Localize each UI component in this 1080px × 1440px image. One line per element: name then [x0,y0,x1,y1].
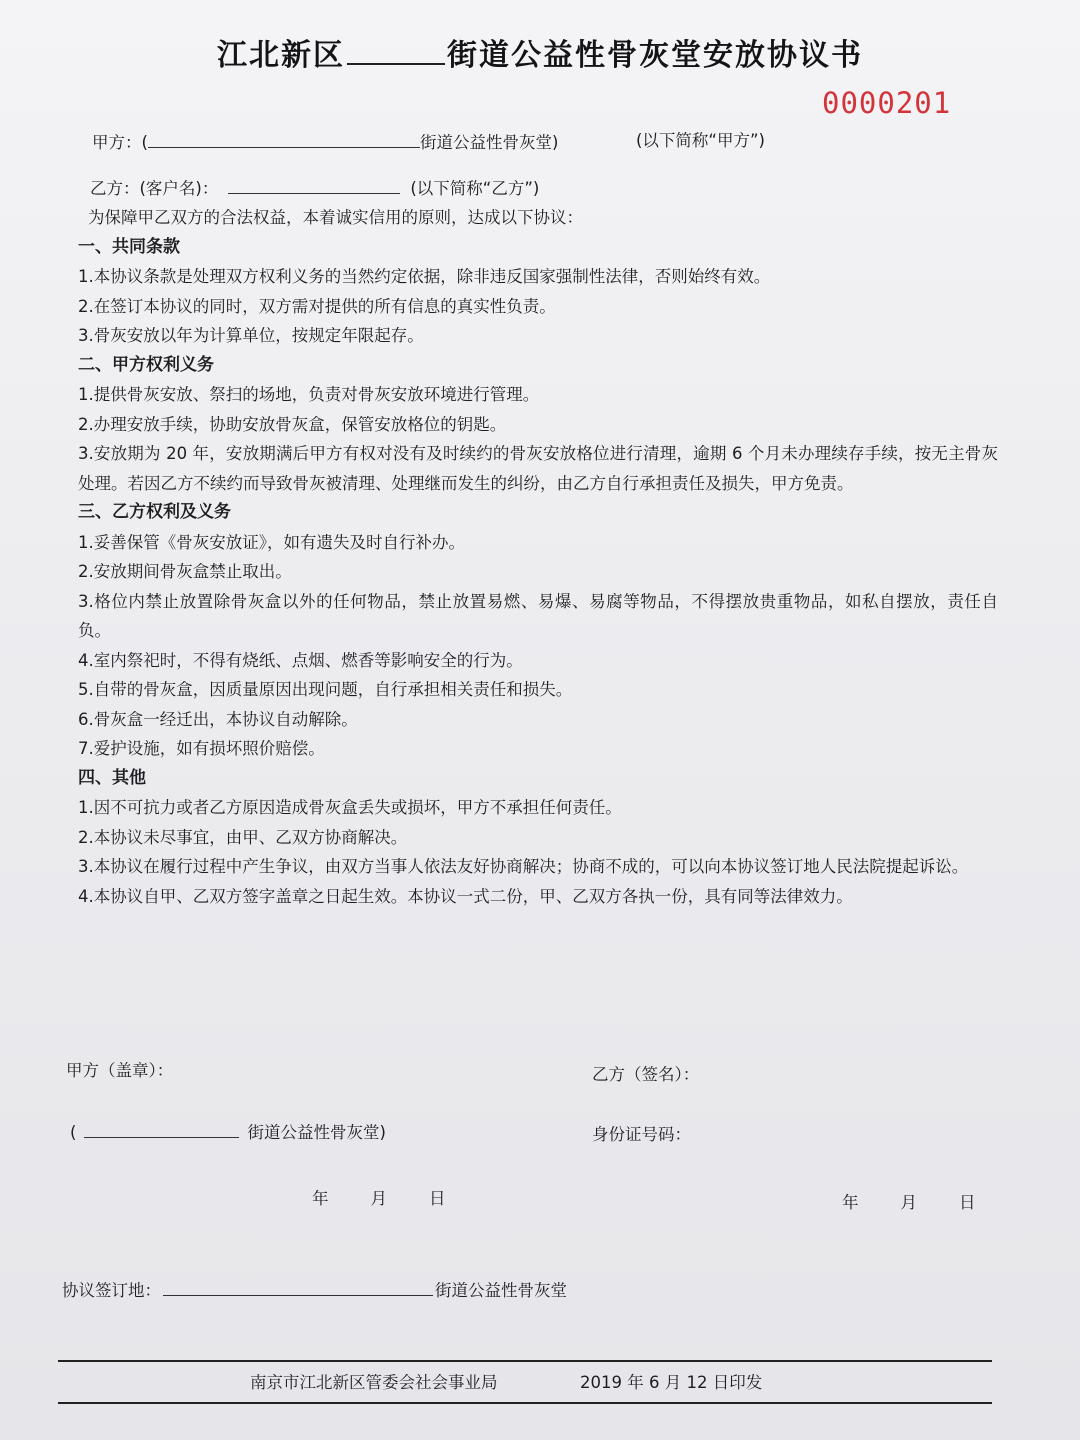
party-b-sign-label: 乙方（签名）： [592,1065,700,1084]
footer-top-rule [58,1360,992,1362]
party-a-seal-label: 甲方（盖章）： [66,1061,174,1080]
footer-date: 2019 年 6 月 12 日印发 [580,1373,763,1392]
clause-item: 2.安放期间骨灰盒禁止取出。 [78,562,292,581]
section-heading: 一、共同条款 [78,236,180,257]
year-label: 年 [312,1189,329,1208]
year-label: 年 [842,1193,859,1212]
section-heading: 四、其他 [78,767,146,788]
title-prefix: 江北新区 [217,38,345,73]
street-name-blank [347,37,445,65]
clause-item: 2.在签订本协议的同时，双方需对提供的所有信息的真实性负责。 [78,296,556,316]
clause-item: 5.自带的骨灰盒，因质量原因出现问题，自行承担相关责任和损失。 [78,680,573,699]
clause-item: 2.本协议未尽事宜，由甲、乙双方协商解决。 [78,827,408,847]
clause-item: 3.格位内禁止放置除骨灰盒以外的任何物品，禁止放置易燃、易爆、易腐等物品，不得摆放贵重物品，如私自摆放，责任自负。 [78,591,998,640]
party-b-date [842,1192,976,1214]
party-b-line [90,176,539,200]
party-a-name-line [70,1120,386,1144]
clause-item: 1.因不可抗力或者乙方原因造成骨灰盒丢失或损坏，甲方不承担任何责任。 [78,798,622,817]
party-a-line [92,130,558,154]
serial-number: 0000201 [822,86,952,120]
signing-place-blank [163,1278,433,1296]
signing-place-label: 协议签订地： [62,1281,161,1300]
clause-item: 6.骨灰盒一经迁出，本协议自动解除。 [78,709,358,729]
party-a-signature-blank [84,1120,239,1138]
clause-item: 4.本协议自甲、乙双方签字盖章之日起生效。本协议一式二份，甲、乙双方各执一份，具有同等法律效力。 [78,886,853,906]
party-b-name-blank [228,176,400,194]
clause-item: 7.爱护设施，如有损坏照价赔偿。 [78,739,325,758]
day-label: 日 [959,1193,976,1212]
party-a-name-blank [148,130,420,148]
document-title [0,30,1080,74]
footer-issuer: 南京市江北新区管委会社会事业局 [250,1373,498,1392]
party-a-name-suffix: 街道公益性骨灰堂) [419,133,559,152]
party-b-abbrev: (以下简称“乙方”) [410,179,540,198]
clause-item: 3.本协议在履行过程中产生争议，由双方当事人依法友好协商解决；协商不成的，可以向本协议签订地人民法院提起诉讼。 [78,857,969,876]
agreement-body [78,203,998,911]
party-a-date [312,1188,446,1210]
party-a-name-suffix-sig: 街道公益性骨灰堂) [247,1123,386,1142]
footer-bottom-rule [58,1402,992,1404]
clause-item: 1.提供骨灰安放、祭扫的场地，负责对骨灰安放环境进行管理。 [78,385,540,404]
clause-item: 3.安放期为 20 年，安放期满后甲方有权对没有及时续约的骨灰安放格位进行清理，逾期 6 个月未办理续存手续，按无主骨灰处理。若因乙方不续约而导致骨灰被清理、处理继而发生的纠纷，由乙方自行承担责任及损失，甲方免责。 [78,444,998,493]
signing-place-suffix: 街道公益性骨灰堂 [435,1281,567,1300]
party-b-label: 乙方：(客户名)： [90,179,219,198]
title-suffix: 街道公益性骨灰堂安放协议书 [447,38,863,73]
clause-item: 1.本协议条款是处理双方权利义务的当然约定依据，除非违反国家强制性法律，否则始终有效。 [78,267,771,286]
party-a-name-open: ( [70,1123,77,1142]
section-heading: 三、乙方权利及义务 [78,502,231,522]
clause-item: 2.办理安放手续，协助安放骨灰盒，保管安放格位的钥匙。 [78,414,507,434]
signing-place-line [62,1278,567,1302]
section-heading: 二、甲方权利义务 [78,354,214,375]
month-label: 月 [900,1193,917,1212]
day-label: 日 [429,1189,446,1208]
id-number-label: 身份证号码： [592,1125,691,1144]
party-a-label: 甲方：( [92,133,148,152]
clause-item: 1.妥善保管《骨灰安放证》，如有遗失及时自行补办。 [78,532,465,552]
intro-text: 为保障甲乙双方的合法权益，本着诚实信用的原则，达成以下协议： [88,208,583,227]
party-a-abbrev: (以下简称“甲方”) [636,131,765,150]
clause-item: 3.骨灰安放以年为计算单位，按规定年限起存。 [78,326,424,345]
clause-item: 4.室内祭祀时，不得有烧纸、点烟、燃香等影响安全的行为。 [78,650,523,670]
month-label: 月 [370,1189,387,1208]
